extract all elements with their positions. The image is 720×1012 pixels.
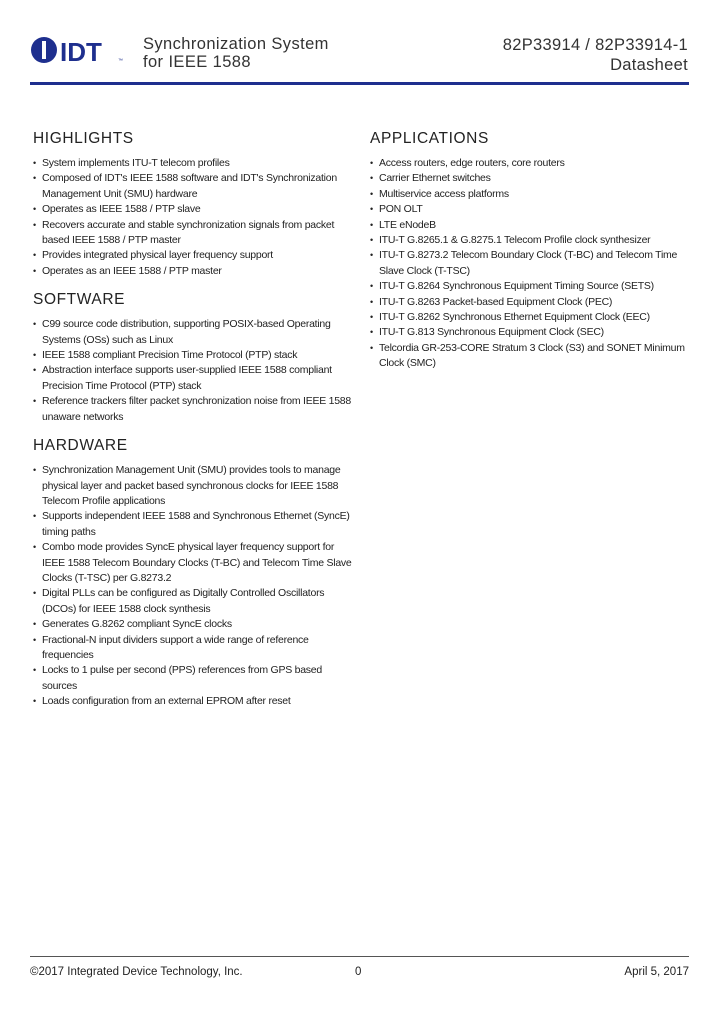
list-item: • Synchronization Management Unit (SMU) provides tools to manage physical layer and packet based synchronous clocks for IEEE 1588 Telecom Profile applications	[33, 463, 353, 509]
list-item: • Telcordia GR-253-CORE Stratum 3 Clock (S3) and SONET Minimum Clock (SMC)	[370, 341, 690, 372]
right-column	[370, 130, 690, 372]
list-item: • ITU-T G.8273.2 Telecom Boundary Clock (T-BC) and Telecom Time Slave Clock (T-TSC)	[370, 248, 690, 279]
list-item: • Multiservice access platforms	[370, 187, 690, 202]
list-item: • C99 source code distribution, supporting POSIX-based Operating Systems (OSs) such as Linux	[33, 317, 353, 348]
list-item: • Provides integrated physical layer frequency support	[33, 248, 353, 263]
applications-heading: APPLICATIONS	[370, 130, 489, 147]
applications-list	[370, 156, 690, 372]
list-item: • Locks to 1 pulse per second (PPS) references from GPS based sources	[33, 663, 353, 694]
list-item: • Abstraction interface supports user-supplied IEEE 1588 compliant Precision Time Protocol (PTP) stack	[33, 363, 353, 394]
footer-page-number: 0	[355, 966, 362, 978]
svg-text:™: ™	[118, 58, 123, 64]
list-item: • Recovers accurate and stable synchronization signals from packet based IEEE 1588 / PTP master	[33, 218, 353, 249]
list-item: • PON OLT	[370, 202, 690, 217]
title-line-1: Synchronization System	[143, 35, 329, 53]
part-number: 82P33914 / 82P33914-1	[502, 36, 688, 54]
part-info	[503, 35, 688, 75]
list-item: • Operates as IEEE 1588 / PTP slave	[33, 202, 353, 217]
header-rule	[30, 82, 689, 85]
list-item: • Generates G.8262 compliant SyncE clocks	[33, 617, 353, 632]
logo-text: IDT	[60, 37, 102, 67]
idt-logo	[30, 36, 130, 76]
list-item: • Reference trackers filter packet synchronization noise from IEEE 1588 unaware networks	[33, 394, 353, 425]
list-item: • ITU-T G.8263 Packet-based Equipment Clock (PEC)	[370, 295, 690, 310]
list-item: • LTE eNodeB	[370, 218, 690, 233]
left-column	[33, 130, 353, 710]
footer-rule	[30, 956, 689, 957]
list-item: • Fractional-N input dividers support a wide range of reference frequencies	[33, 633, 353, 664]
hardware-heading: HARDWARE	[33, 437, 128, 455]
document-title	[143, 35, 329, 71]
hardware-list	[33, 463, 353, 710]
highlights-list	[33, 156, 353, 279]
doc-type: Datasheet	[610, 56, 688, 74]
list-item: • System implements ITU-T telecom profiles	[33, 156, 353, 171]
list-item: • ITU-T G.8264 Synchronous Equipment Timing Source (SETS)	[370, 279, 690, 294]
list-item: • ITU-T G.8262 Synchronous Ethernet Equipment Clock (EEC)	[370, 310, 690, 325]
list-item: • Combo mode provides SyncE physical layer frequency support for IEEE 1588 Telecom Boundary Clocks (T-BC) and Telecom Time Slave Clocks (T-TSC) per G.8273.2	[33, 540, 353, 586]
footer-copyright: ©2017 Integrated Device Technology, Inc.	[30, 966, 243, 978]
software-list	[33, 317, 353, 425]
list-item: • ITU-T G.813 Synchronous Equipment Clock (SEC)	[370, 325, 690, 340]
list-item: • Composed of IDT's IEEE 1588 software and IDT's Synchronization Management Unit (SMU) hardware	[33, 171, 353, 202]
page-header	[0, 0, 720, 90]
list-item: • Supports independent IEEE 1588 and Synchronous Ethernet (SyncE) timing paths	[33, 509, 353, 540]
list-item: • ITU-T G.8265.1 & G.8275.1 Telecom Profile clock synthesizer	[370, 233, 690, 248]
highlights-heading: HIGHLIGHTS	[33, 130, 134, 147]
list-item: • Digital PLLs can be configured as Digitally Controlled Oscillators (DCOs) for IEEE 1588 clock synthesis	[33, 586, 353, 617]
list-item: • Carrier Ethernet switches	[370, 171, 690, 186]
title-line-2: for IEEE 1588	[143, 53, 251, 71]
list-item: • Access routers, edge routers, core routers	[370, 156, 690, 171]
software-heading: SOFTWARE	[33, 291, 126, 309]
list-item: • Operates as an IEEE 1588 / PTP master	[33, 264, 353, 279]
list-item: • Loads configuration from an external EPROM after reset	[33, 694, 353, 709]
list-item: • IEEE 1588 compliant Precision Time Protocol (PTP) stack	[33, 348, 353, 363]
footer-date: April 5, 2017	[624, 966, 689, 978]
